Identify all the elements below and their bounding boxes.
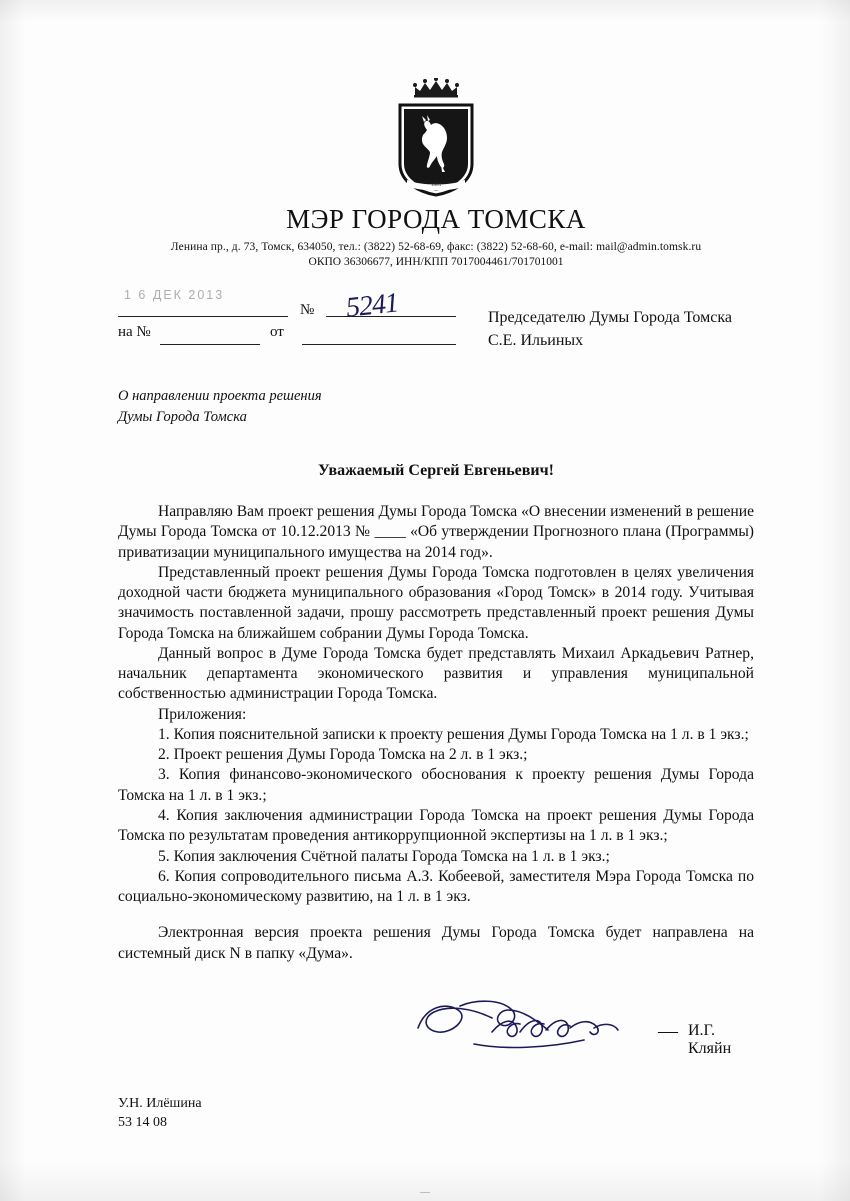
executor-block	[118, 1095, 202, 1133]
contact-text: Ленина пр., д. 73, Томск, 634050, тел.: (3822) 52-68-69, факс: (3822) 52-68-60, e-mail:	[170, 241, 597, 253]
scan-shadow-right	[820, 0, 850, 1201]
subject-block	[118, 386, 754, 428]
attachments-title: Приложения:	[158, 705, 247, 723]
attachment-item: 6. Копия сопроводительного письма А.З. Кобеевой, заместителя Мэра Города Томска по социально-экономическому развитию, на 1 л. в 1 экз.	[118, 867, 754, 906]
crown-icon	[411, 78, 461, 98]
email-link[interactable]: mail@admin.tomsk.ru	[596, 241, 702, 253]
document-content	[118, 60, 754, 1068]
subject-line-1: О направлении проекта решения	[118, 388, 322, 404]
signature-block	[118, 998, 754, 1068]
coat-of-arms-icon	[388, 78, 484, 198]
organization-title: МЭР ГОРОДА ТОМСКА	[286, 204, 586, 234]
from-field-line	[302, 344, 456, 345]
addressee-line-2: С.Е. Ильиных	[488, 332, 584, 350]
handwritten-number: 5241	[344, 287, 400, 324]
attachment-item: 4. Копия заключения администрации Города Томска на проект решения Думы Города Томска по результатам проведения антикоррупционной экспертизы на 1 л. в 1 экз.;	[118, 807, 754, 845]
date-stamp: 1 6 ДЕК 2013	[124, 288, 225, 302]
executor-phone: 53 14 08	[118, 1114, 167, 1130]
attachment-item: 1. Копия пояснительной записки к проекту решения Думы Города Томска на 1 л. в 1 экз.;	[158, 725, 749, 743]
signer-name: И.Г. Кляйн	[688, 1021, 732, 1057]
organization-contact	[118, 241, 754, 253]
paragraph-spacer	[118, 907, 754, 923]
attachment-item: 3. Копия финансово-экономического обоснования к проекту решения Думы Города Томска на 1 л. в 1 экз.;	[118, 766, 754, 804]
registration-block	[118, 287, 754, 350]
svg-text:1804: 1804	[431, 183, 441, 188]
page-bottom-tick	[420, 1192, 430, 1193]
salutation: Уважаемый Сергей Евгеньевич!	[318, 462, 554, 480]
paragraph-3: Данный вопрос в Думе Города Томска будет представлять Михаил Аркадьевич Ратнер, начальник департамента экономического развития и управления муниципальной собственностью администрации Города Томска.	[118, 644, 754, 703]
on-number-field-line	[160, 344, 260, 345]
closing-paragraph: Электронная версия проекта решения Думы Города Томска будет направлена на системный диск N в папку «Дума».	[118, 924, 754, 962]
subject-line-2: Думы Города Томска	[118, 409, 247, 426]
scan-shadow-top	[0, 0, 850, 22]
addressee-line-1: Председателю Думы Города Томска	[488, 309, 732, 326]
on-number-label: на №	[118, 324, 151, 340]
from-label: от	[270, 324, 284, 340]
paragraph-1: Направляю Вам проект решения Думы Города Томска «О внесении изменений в решение Думы Города Томска от 10.12.2013 № ____ «Об утверждении Прогнозного плана (Программы) приватизации муниципального имущества на 2014 год».	[118, 503, 754, 561]
paragraph-2: Представленный проект решения Думы Города Томска подготовлен в целях увеличения доходной части бюджета муниципального образования «Город Томск» в 2014 году. Учитывая значимость поставленной задачи, прошу рассмотреть представленный проект решения Думы Города Томска на ближайшем собрании Думы Города Томска.	[118, 563, 754, 642]
signature-icon	[408, 998, 658, 1054]
attachment-item: 5. Копия заключения Счётной палаты Города Томска на 1 л. в 1 экз.;	[158, 847, 610, 865]
attachment-item: 2. Проект решения Думы Города Томска на 2 л. в 1 экз.;	[158, 746, 528, 764]
body-text	[118, 502, 754, 964]
number-label: №	[300, 302, 315, 318]
organization-codes: ОКПО 36306677, ИНН/КПП 7017004461/701701001	[308, 256, 564, 268]
shield-with-horse-icon	[397, 102, 475, 198]
scan-shadow-bottom	[0, 1161, 850, 1201]
addressee-block	[488, 306, 732, 352]
date-field-line	[118, 316, 288, 317]
executor-name: У.Н. Илёшина	[118, 1096, 202, 1111]
signature-dash: —	[658, 1019, 678, 1042]
scan-shadow-left	[0, 0, 26, 1201]
emblem-container	[118, 78, 754, 198]
